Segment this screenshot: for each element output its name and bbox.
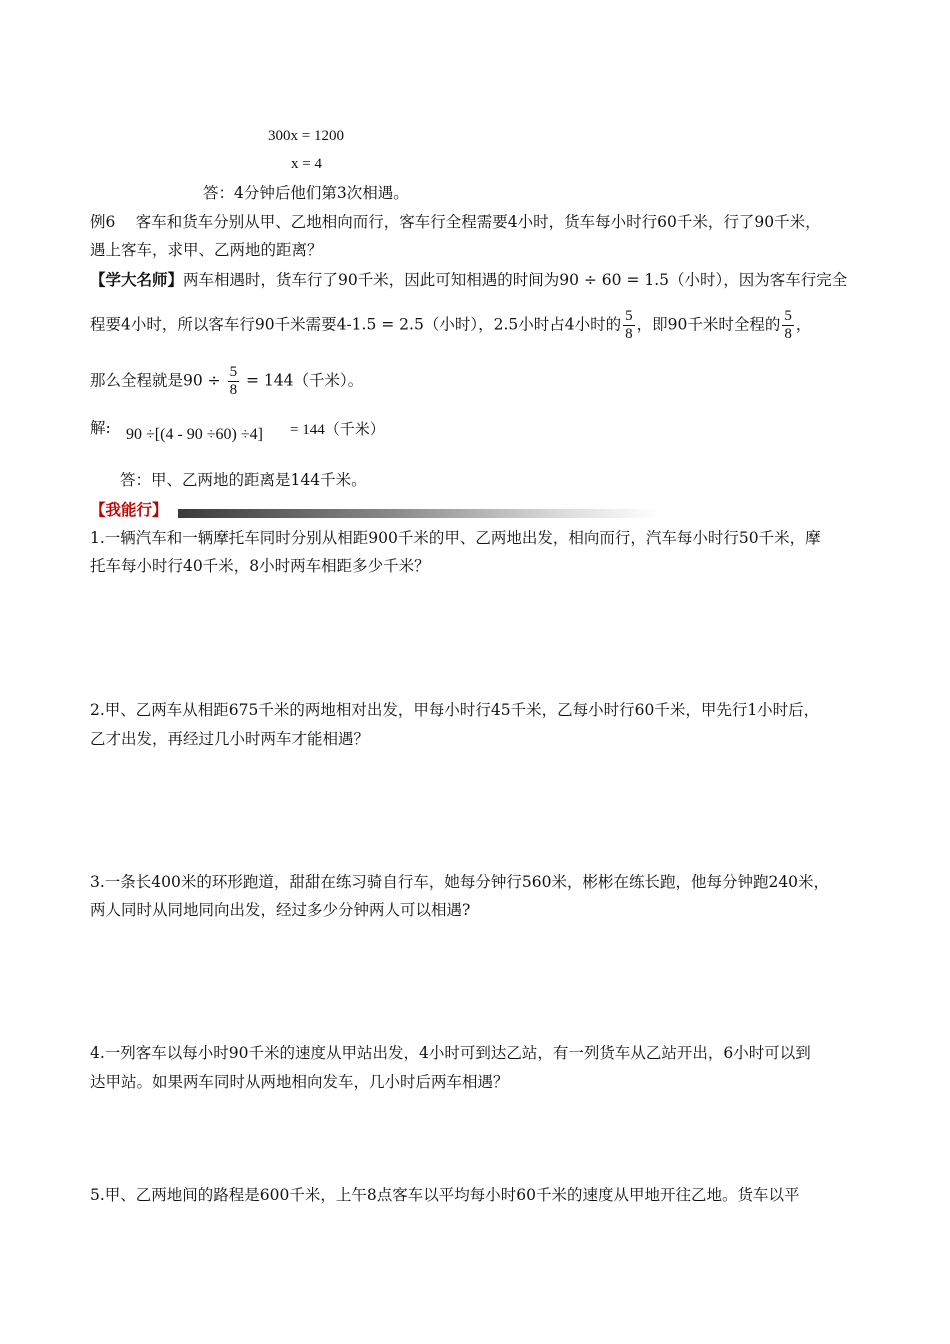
fraction-five-eighths-3 [228, 364, 240, 399]
analysis-line-2 [90, 308, 811, 343]
question-5-line-1: 5.甲、乙两地间的路程是600千米，上午8点客车以平均每小时60千米的速度从甲地开往乙地。货车以平 [90, 1186, 800, 1204]
question-3-line-1: 3.一条长400米的环形跑道，甜甜在练习骑自行车，她每分钟行560米，彬彬在练长跑，他每分钟跑240米， [90, 873, 830, 891]
fraction-five-eighths-2 [782, 308, 794, 343]
solve-result: = 144（千米） [290, 422, 385, 438]
analysis-text-1: 两车相遇时，货车行了90千米，因此可知相遇的时间为90 ÷ 60 = 1.5（小时），因为客车行完全 [183, 271, 848, 289]
analysis-text-3b: = 144（千米）。 [241, 371, 364, 390]
question-1-line-2: 托车每小时行40千米，8小时两车相距多少千米？ [90, 557, 430, 575]
practice-title: 【我能行】 [90, 500, 168, 519]
fraction-denominator: 8 [625, 326, 633, 342]
fraction-denominator: 8 [229, 382, 238, 398]
fraction-denominator: 8 [784, 326, 792, 342]
analysis-text-3a: 那么全程就是90 ÷ [90, 371, 226, 390]
question-2-line-1: 2.甲、乙两车从相距675千米的两地相对出发，甲每小时行45千米，乙每小时行60千米，甲先行1小时后， [90, 701, 820, 719]
fraction-numerator: 5 [229, 364, 238, 380]
fraction-numerator: 5 [784, 308, 792, 324]
question-4-line-2: 达甲站。如果两车同时从两地相向发车，几小时后两车相遇？ [90, 1073, 509, 1091]
analysis-text-2a: 程要4小时，所以客车行90千米需要4-1.5 = 2.5（小时），2.5小时占4小时的 [90, 315, 622, 334]
analysis-line-1 [90, 270, 847, 290]
question-4-line-1: 4.一列客车以每小时90千米的速度从甲站出发，4小时可到达乙站，有一列货车从乙站开出，6小时可以到 [90, 1044, 811, 1062]
fraction-five-eighths [623, 308, 635, 343]
analysis-text-2b: ，即90千米时全程的 [636, 315, 781, 334]
question-1-line-1: 1.一辆汽车和一辆摩托车同时分别从相距900千米的甲、乙两地出发，相向而行，汽车每小时行50千米，摩 [90, 529, 821, 547]
analysis-line-3 [90, 364, 363, 399]
example-6-line-2: 遇上客车，求甲、乙两地的距离？ [90, 241, 323, 259]
fraction-numerator: 5 [625, 308, 633, 324]
example-6-line-1: 例6 客车和货车分别从甲、乙地相向而行，客车行全程需要4小时，货车每小时行60千米，行了90千米， [90, 213, 821, 231]
practice-banner-bar [178, 509, 660, 518]
answer-line: 答：4分钟后他们第3次相遇。 [203, 184, 409, 202]
analysis-text-2c: ， [795, 315, 812, 334]
analysis-tag: 【学大名师】 [90, 270, 184, 289]
example-6-answer: 答：甲、乙两地的距离是144千米。 [120, 471, 367, 489]
solve-label: 解: [90, 419, 111, 437]
question-2-line-2: 乙才出发，再经过几小时两车才能相遇？ [90, 730, 370, 748]
equation-2: x = 4 [291, 156, 322, 172]
solve-expression: 90 ÷[(4 - 90 ÷60) ÷4] [126, 426, 263, 443]
equation-1: 300x = 1200 [268, 128, 344, 144]
question-3-line-2: 两人同时从同地同向出发，经过多少分钟两人可以相遇? [90, 901, 471, 919]
